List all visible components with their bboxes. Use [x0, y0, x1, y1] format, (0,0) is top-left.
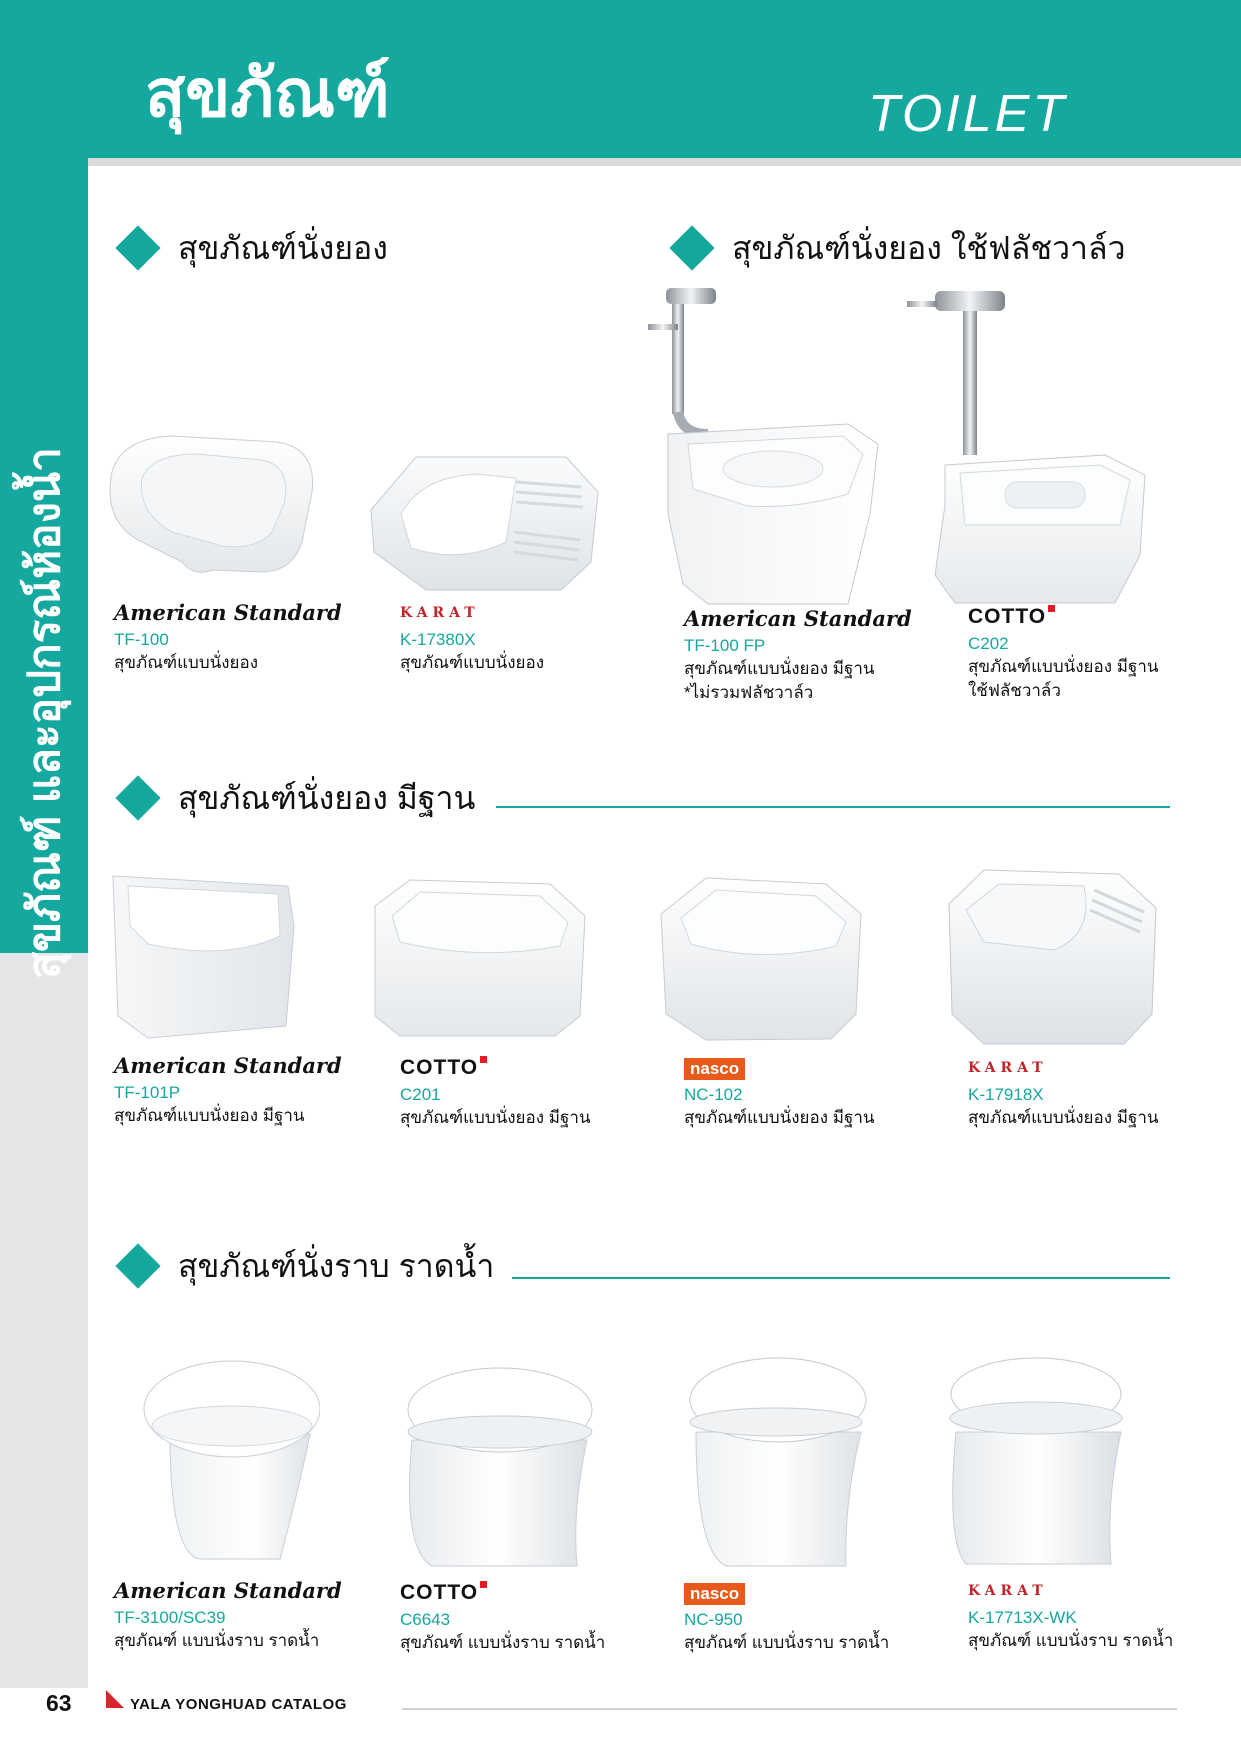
product-note: ใช้ฟลัชวาล์ว — [968, 681, 1061, 700]
footer-divider — [402, 1708, 1177, 1710]
product-card[interactable] — [968, 1054, 1238, 1130]
section-rule — [512, 1277, 1170, 1279]
section-title: สุขภัณฑ์นั่งราบ ราดน้ำ — [178, 1247, 495, 1284]
brand-logo: KARAT — [968, 1060, 1048, 1076]
page-number: 63 — [46, 1690, 72, 1716]
product-description: สุขภัณฑ์ แบบนั่งราบ ราดน้ำ — [684, 1633, 890, 1652]
brand-logo: American Standard — [684, 606, 912, 631]
brand-logo: American Standard — [114, 1578, 342, 1603]
sit-toilet-image — [936, 1352, 1131, 1570]
model-number: TF-100 — [114, 630, 169, 649]
page-header — [0, 0, 1241, 158]
diamond-bullet-icon — [669, 225, 714, 270]
header-divider — [88, 158, 1241, 166]
section-heading-squat-flush-valve — [664, 223, 1126, 273]
brand-logo: American Standard — [114, 600, 342, 625]
page-title-english: TOILET — [868, 85, 1068, 143]
product-description: สุขภัณฑ์ แบบนั่งราบ ราดน้ำ — [400, 1633, 606, 1652]
product-description: สุขภัณฑ์แบบนั่งยอง มีฐาน — [968, 1108, 1159, 1127]
brand-logo: COTTO — [968, 603, 1238, 631]
section-title: สุขภัณฑ์นั่งยอง มีฐาน — [178, 779, 476, 816]
product-description: สุขภัณฑ์แบบนั่งยอง มีฐาน — [400, 1108, 591, 1127]
section-rule — [496, 806, 1170, 808]
product-description: สุขภัณฑ์แบบนั่งยอง — [114, 653, 259, 672]
section-title: สุขภัณฑ์นั่งยอง ใช้ฟลัชวาล์ว — [732, 229, 1126, 266]
product-card[interactable] — [968, 1577, 1238, 1653]
diamond-bullet-icon — [115, 775, 160, 820]
model-number: K-17380X — [400, 630, 476, 649]
product-description: สุขภัณฑ์แบบนั่งยอง มีฐาน — [684, 659, 875, 678]
section-heading-squat — [110, 223, 388, 273]
model-number: TF-100 FP — [684, 636, 766, 655]
product-card[interactable] — [400, 1579, 670, 1655]
brand-logo: American Standard — [114, 1053, 342, 1078]
product-card[interactable] — [114, 599, 384, 675]
model-number: TF-3100/SC39 — [114, 1608, 226, 1627]
brand-logo: KARAT — [400, 605, 480, 621]
squat-toilet-image — [102, 432, 322, 582]
product-card[interactable] — [684, 1579, 954, 1655]
catalog-logo-icon — [106, 1690, 124, 1708]
product-description: สุขภัณฑ์แบบนั่งยอง มีฐาน — [684, 1108, 875, 1127]
brand-logo: COTTO — [400, 1579, 670, 1607]
sit-toilet-image — [392, 1360, 597, 1572]
sit-toilet-image — [140, 1354, 320, 1569]
brand-logo: COTTO — [400, 1054, 670, 1082]
diamond-bullet-icon — [115, 225, 160, 270]
product-description: สุขภัณฑ์แบบนั่งยอง — [400, 653, 545, 672]
product-note: *ไม่รวมฟลัชวาล์ว — [684, 683, 814, 702]
page-title-thai: สุขภัณฑ์ — [145, 56, 390, 130]
brand-logo: nasco — [684, 1058, 745, 1080]
product-description: สุขภัณฑ์ แบบนั่งราบ ราดน้ำ — [114, 1631, 320, 1650]
sidebar-tab — [0, 158, 88, 979]
product-card[interactable] — [114, 1577, 384, 1653]
diamond-bullet-icon — [115, 1243, 160, 1288]
model-number: K-17713X-WK — [968, 1608, 1077, 1627]
model-number: K-17918X — [968, 1085, 1044, 1104]
brand-logo-container — [684, 1054, 954, 1082]
product-card[interactable] — [968, 603, 1238, 703]
brand-logo: KARAT — [968, 1583, 1048, 1599]
sidebar-label: สุขภัณฑ์ และอุปกรณ์ห้องน้ำ — [20, 447, 69, 979]
brand-logo-container — [684, 1579, 954, 1607]
squat-toilet-flush-valve-image — [648, 284, 883, 606]
product-description: สุขภัณฑ์แบบนั่งยอง มีฐาน — [114, 1106, 305, 1125]
model-number: C202 — [968, 634, 1009, 653]
model-number: TF-101P — [114, 1083, 181, 1102]
squat-toilet-base-image — [370, 876, 590, 1040]
product-card[interactable] — [684, 605, 954, 705]
squat-toilet-image — [366, 452, 601, 594]
model-number: NC-950 — [684, 1610, 743, 1629]
catalog-name: YALA YONGHUAD CATALOG — [130, 1696, 347, 1713]
model-number: NC-102 — [684, 1085, 743, 1104]
product-description: สุขภัณฑ์แบบนั่งยอง มีฐาน — [968, 657, 1159, 676]
product-card[interactable] — [400, 1054, 670, 1130]
brand-logo: nasco — [684, 1583, 745, 1605]
sit-toilet-image — [676, 1352, 871, 1572]
section-heading-sit-pour-flush — [110, 1241, 494, 1291]
product-card[interactable] — [684, 1054, 954, 1130]
squat-toilet-base-image — [656, 874, 866, 1044]
product-card[interactable] — [114, 1052, 384, 1128]
model-number: C6643 — [400, 1610, 451, 1629]
model-number: C201 — [400, 1085, 441, 1104]
product-description: สุขภัณฑ์ แบบนั่งราบ ราดน้ำ — [968, 1631, 1174, 1650]
squat-toilet-base-image — [944, 864, 1158, 1046]
squat-toilet-flush-valve-image — [905, 285, 1150, 605]
product-card[interactable] — [400, 599, 670, 675]
squat-toilet-base-image — [108, 866, 298, 1040]
section-title: สุขภัณฑ์นั่งยอง — [178, 229, 388, 266]
section-heading-squat-base — [110, 773, 475, 823]
